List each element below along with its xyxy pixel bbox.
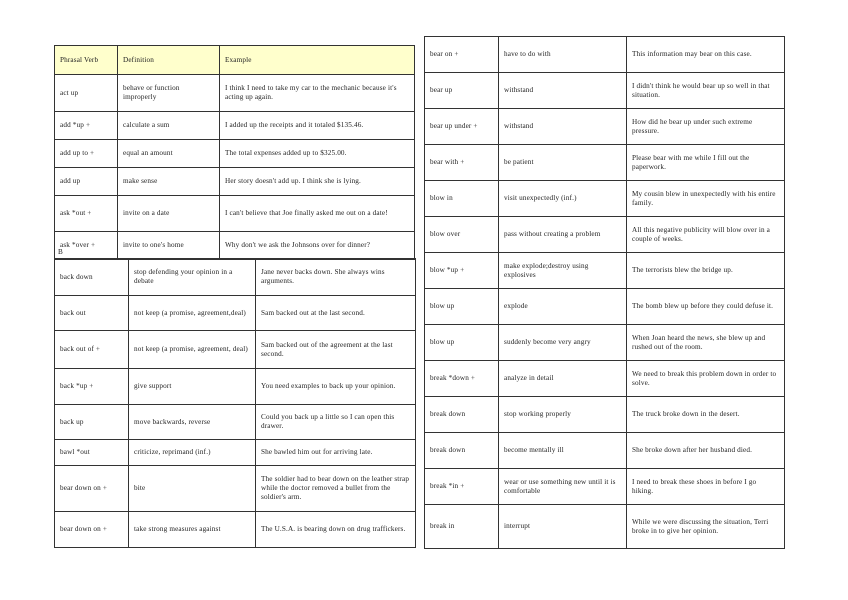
definition-cell: be patient (499, 145, 627, 181)
table-row (55, 75, 415, 112)
example-cell: Please bear with me while I fill out the paperwork. (627, 145, 785, 181)
definition-cell: criticize, reprimand (inf.) (129, 440, 256, 466)
table-row (425, 361, 785, 397)
definition-cell: make explode;destroy using explosives (499, 253, 627, 289)
table-row (425, 397, 785, 433)
phrasal-verb-cell: back down (55, 259, 129, 296)
definition-cell: behave or function improperly (118, 75, 220, 112)
phrasal-verb-cell: bear with + (425, 145, 499, 181)
table-row (55, 259, 416, 296)
phrasal-verb-cell: break down (425, 433, 499, 469)
definition-cell: move backwards, reverse (129, 405, 256, 440)
phrasal-verb-cell: back out of + (55, 331, 129, 369)
definition-cell: calculate a sum (118, 112, 220, 140)
definition-cell: withstand (499, 73, 627, 109)
table-row (55, 232, 415, 260)
phrasal-verb-cell: break *in + (425, 469, 499, 505)
phrasal-verb-cell: bawl *out (55, 440, 129, 466)
definition-cell: analyze in detail (499, 361, 627, 397)
definition-cell: suddenly become very angry (499, 325, 627, 361)
example-cell: The bomb blew up before they could defuse it. (627, 289, 785, 325)
table-row (55, 466, 416, 512)
definition-cell: stop defending your opinion in a debate (129, 259, 256, 296)
table-row (425, 145, 785, 181)
definition-cell: not keep (a promise, agreement, deal) (129, 331, 256, 369)
definition-cell: withstand (499, 109, 627, 145)
example-cell: Jane never backs down. She always wins arguments. (256, 259, 416, 296)
table-row (425, 73, 785, 109)
phrasal-verb-cell: blow *up + (425, 253, 499, 289)
table-row (425, 217, 785, 253)
example-cell: She bawled him out for arriving late. (256, 440, 416, 466)
example-cell: She broke down after her husband died. (627, 433, 785, 469)
table-row (425, 109, 785, 145)
table-row (55, 112, 415, 140)
example-cell: This information may bear on this case. (627, 37, 785, 73)
definition-cell: invite on a date (118, 196, 220, 232)
example-cell: I think I need to take my car to the mechanic because it's acting up again. (220, 75, 415, 112)
table-row (425, 505, 785, 549)
definition-cell: visit unexpectedly (inf.) (499, 181, 627, 217)
definition-cell: bite (129, 466, 256, 512)
example-cell: When Joan heard the news, she blew up and rushed out of the room. (627, 325, 785, 361)
table-row (425, 289, 785, 325)
definition-cell: equal an amount (118, 140, 220, 168)
phrasal-verb-cell: add up to + (55, 140, 118, 168)
phrasal-verb-table-c (424, 36, 785, 549)
phrasal-verb-cell: break down (425, 397, 499, 433)
definition-cell: explode (499, 289, 627, 325)
table-row (425, 253, 785, 289)
definition-cell: give support (129, 369, 256, 405)
table-row (425, 37, 785, 73)
phrasal-verb-cell: bear on + (425, 37, 499, 73)
example-cell: We need to break this problem down in order to solve. (627, 361, 785, 397)
example-cell: Why don't we ask the Johnsons over for dinner? (220, 232, 415, 260)
phrasal-verb-cell: break *down + (425, 361, 499, 397)
phrasal-verb-cell: back *up + (55, 369, 129, 405)
example-cell: All this negative publicity will blow over in a couple of weeks. (627, 217, 785, 253)
phrasal-verb-cell: break in (425, 505, 499, 549)
example-cell: You need examples to back up your opinion. (256, 369, 416, 405)
definition-cell: wear or use something new until it is comfortable (499, 469, 627, 505)
definition-cell: take strong measures against (129, 512, 256, 548)
phrasal-verb-cell: blow in (425, 181, 499, 217)
phrasal-verb-cell: bear up (425, 73, 499, 109)
phrasal-verb-cell: bear down on + (55, 512, 129, 548)
example-cell: While we were discussing the situation, Terri broke in to give her opinion. (627, 505, 785, 549)
definition-cell: not keep (a promise, agreement,deal) (129, 296, 256, 331)
definition-cell: stop working properly (499, 397, 627, 433)
definition-cell: become mentally ill (499, 433, 627, 469)
example-cell: How did he bear up under such extreme pressure. (627, 109, 785, 145)
header-phrasal-verb: Phrasal Verb (55, 46, 118, 75)
phrasal-verb-cell: ask *out + (55, 196, 118, 232)
phrasal-verb-cell: add *up + (55, 112, 118, 140)
definition-cell: invite to one's home (118, 232, 220, 260)
table-row (55, 331, 416, 369)
phrasal-verb-cell: bear up under + (425, 109, 499, 145)
definition-cell: make sense (118, 168, 220, 196)
table-row (55, 440, 416, 466)
example-cell: Could you back up a little so I can open this drawer. (256, 405, 416, 440)
example-cell: The truck broke down in the desert. (627, 397, 785, 433)
example-cell: I can't believe that Joe finally asked me out on a date! (220, 196, 415, 232)
table-row (425, 433, 785, 469)
table-row (425, 469, 785, 505)
table-row (425, 181, 785, 217)
example-cell: The terrorists blew the bridge up. (627, 253, 785, 289)
table-row (55, 296, 416, 331)
example-cell: I added up the receipts and it totaled $135.46. (220, 112, 415, 140)
definition-cell: pass without creating a problem (499, 217, 627, 253)
table-row (55, 140, 415, 168)
definition-cell: interrupt (499, 505, 627, 549)
phrasal-verb-table-a (54, 45, 415, 260)
header-example: Example (220, 46, 415, 75)
table-row (55, 168, 415, 196)
table-row (55, 512, 416, 548)
phrasal-verb-cell: back out (55, 296, 129, 331)
section-letter: B (58, 248, 63, 256)
example-cell: The total expenses added up to $325.00. (220, 140, 415, 168)
phrasal-verb-table-b (54, 258, 416, 548)
example-cell: My cousin blew in unexpectedly with his entire family. (627, 181, 785, 217)
example-cell: Her story doesn't add up. I think she is lying. (220, 168, 415, 196)
example-cell: I didn't think he would bear up so well in that situation. (627, 73, 785, 109)
phrasal-verb-cell: add up (55, 168, 118, 196)
table-row (55, 405, 416, 440)
phrasal-verb-cell: back up (55, 405, 129, 440)
phrasal-verb-cell: blow up (425, 325, 499, 361)
example-cell: I need to break these shoes in before I go hiking. (627, 469, 785, 505)
phrasal-verb-cell: bear down on + (55, 466, 129, 512)
phrasal-verb-cell: act up (55, 75, 118, 112)
table-row (425, 325, 785, 361)
example-cell: Sam backed out at the last second. (256, 296, 416, 331)
example-cell: Sam backed out of the agreement at the last second. (256, 331, 416, 369)
phrasal-verb-cell: ask *over + (55, 232, 118, 260)
definition-cell: have to do with (499, 37, 627, 73)
header-row (55, 46, 415, 75)
header-definition: Definition (118, 46, 220, 75)
table-row (55, 196, 415, 232)
phrasal-verb-cell: blow up (425, 289, 499, 325)
example-cell: The soldier had to bear down on the leather strap while the doctor removed a bullet from the soldier's arm. (256, 466, 416, 512)
table-row (55, 369, 416, 405)
phrasal-verb-cell: blow over (425, 217, 499, 253)
example-cell: The U.S.A. is bearing down on drug traffickers. (256, 512, 416, 548)
